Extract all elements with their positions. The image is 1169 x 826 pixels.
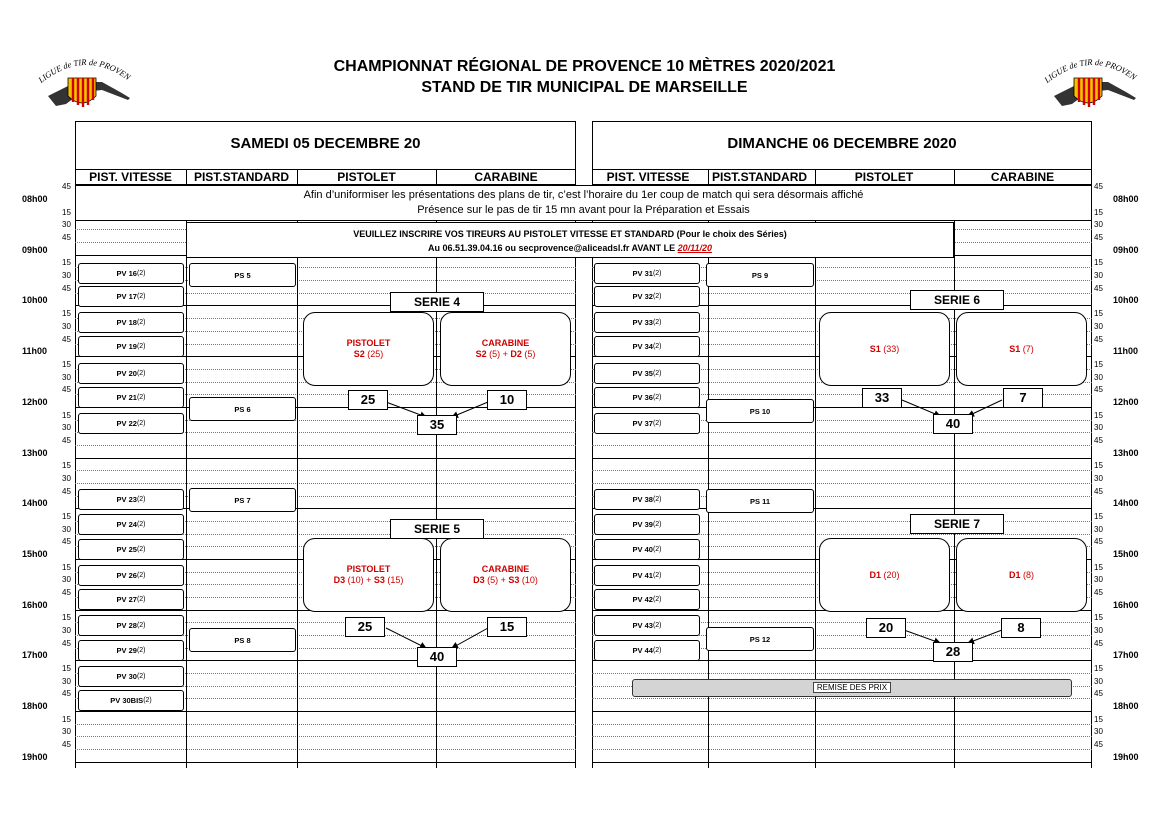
info-notice-line2: Présence sur le pas de tir 15 mn avant pour la Préparation et Essais: [417, 204, 750, 216]
tick-label: 15: [62, 714, 71, 724]
pv-slot-count: (2): [652, 420, 662, 427]
event-s6-pistolet: [819, 312, 950, 386]
tick-label: 45: [62, 689, 71, 699]
arrow: [386, 628, 426, 648]
column-header-pist-standard: PIST.STANDARD: [711, 170, 808, 184]
tick-label: 45: [1094, 588, 1103, 597]
tick-label: 30: [62, 626, 71, 635]
event-s4-pistolet: [303, 312, 434, 386]
tick-label: 30: [62, 372, 71, 382]
ps-slot: PS 11: [706, 489, 814, 513]
column-header-carabine: CARABINE: [474, 170, 538, 184]
event-detail: D3 (10) + S3 (15): [333, 575, 404, 585]
pv-slot-count: (2): [652, 394, 662, 401]
tick-label: 30: [1094, 676, 1103, 686]
count-pistolet: 25: [345, 617, 385, 637]
tick-label: 45: [62, 233, 71, 243]
tick-label: 30: [1094, 271, 1103, 281]
tick-label: 45: [62, 638, 71, 648]
hour-label: 14h00: [1113, 498, 1139, 509]
ps-slot: PS 7: [189, 488, 296, 512]
ps-slot: PS 12: [706, 627, 814, 651]
hour-label: 19h00: [22, 751, 48, 762]
event-s5-carabine: [440, 538, 571, 612]
event-s7-pistolet: [819, 538, 950, 612]
hour-label: 19h00: [1113, 751, 1139, 762]
tick-label: 15: [62, 359, 71, 369]
tick-label: 45: [1094, 740, 1103, 750]
pv-slot-count: (2): [652, 343, 662, 350]
pv-slot-id: PV 42: [632, 595, 653, 604]
event-s5-pistolet: [303, 538, 434, 612]
tick-label: 15: [62, 461, 71, 471]
info-notice-line1: Afin d’uniformiser les présentations des plans de tir, c’est l’horaire du 1er coup de match qui sera désormais affiché: [303, 189, 864, 201]
serie-label: SERIE 4: [390, 292, 484, 312]
ps-slot: PS 10: [706, 399, 814, 423]
hour-label: 13h00: [22, 447, 48, 458]
pv-slot-id: PV 39: [632, 520, 653, 529]
tick-label: 15: [1094, 309, 1103, 319]
pv-slot-count: (2): [652, 596, 662, 603]
tick-label: 45: [62, 182, 71, 191]
pv-slot-id: PV 21: [116, 393, 137, 402]
hour-label: 11h00: [22, 346, 48, 357]
column-header-pistolet: PISTOLET: [854, 170, 914, 184]
serie-label: SERIE 6: [910, 290, 1004, 310]
pv-slot-count: (2): [136, 319, 146, 326]
pv-slot-count: (2): [136, 343, 146, 350]
count-carabine: 15: [487, 617, 527, 637]
pv-slot-id: PV 27: [116, 595, 137, 604]
pv-slot-id: PV 32: [632, 292, 653, 301]
ps-slot: PS 9: [706, 263, 814, 287]
page-title: CHAMPIONNAT RÉGIONAL DE PROVENCE 10 MÈTRES 2020/2021: [333, 58, 836, 75]
serie-label: SERIE 5: [390, 519, 484, 539]
tick-label: 15: [62, 207, 71, 217]
tick-label: 30: [1094, 626, 1103, 635]
pv-slot-id: PV 26: [116, 571, 137, 580]
count-total: 28: [933, 642, 973, 662]
tick-label: 45: [62, 334, 71, 344]
pv-slot-id: PV 35: [632, 369, 653, 378]
tick-label: 15: [1094, 714, 1103, 724]
pv-slot-count: (2): [136, 370, 146, 377]
pv-slot-id: PV 44: [632, 646, 653, 655]
pv-slot-id: PV 20: [116, 369, 137, 378]
hour-label: 08h00: [1113, 194, 1139, 204]
pv-slot-id: PV 38: [632, 495, 653, 504]
registration-notice-line1: VEUILLEZ INSCRIRE VOS TIREURS AU PISTOLET VITESSE ET STANDARD (Pour le choix des Séries): [353, 229, 787, 239]
pv-slot-count: (2): [136, 394, 146, 401]
tick-label: 45: [62, 283, 71, 293]
tick-label: 15: [1094, 613, 1103, 623]
hour-label: 08h00: [22, 194, 48, 204]
tick-label: 15: [1094, 410, 1103, 420]
pv-slot-id: PV 30: [116, 672, 137, 681]
tick-label: 30: [62, 676, 71, 686]
hour-label: 09h00: [22, 244, 48, 255]
count-pistolet: 20: [866, 618, 906, 638]
hour-label: 12h00: [22, 396, 48, 407]
tick-label: 15: [1094, 511, 1103, 521]
count-carabine: 10: [487, 390, 527, 410]
tick-label: 15: [62, 613, 71, 623]
pv-slot-count: (2): [143, 697, 152, 704]
pv-slot-id: PV 25: [116, 545, 137, 554]
tick-label: 45: [62, 385, 71, 395]
count-carabine: 8: [1001, 618, 1041, 638]
pv-slot-count: (2): [136, 596, 146, 603]
sunday-title: DIMANCHE 06 DECEMBRE 2020: [727, 135, 957, 152]
prize-ceremony-bar: [632, 679, 1072, 697]
count-pistolet: 33: [862, 388, 902, 408]
count-pistolet: 25: [348, 390, 388, 410]
pv-slot-id: PV 34: [632, 342, 653, 351]
tick-label: 30: [62, 524, 71, 534]
pv-slot-id: PV 16: [116, 269, 137, 278]
tick-label: 45: [1094, 537, 1103, 547]
tick-label: 30: [62, 423, 71, 433]
registration-contact: Au 06.51.39.04.16 ou secprovence@aliceadsl.fr AVANT LE: [427, 243, 678, 253]
event-detail: D1 (8): [1008, 569, 1034, 580]
arrow: [968, 630, 1002, 643]
tick-label: 15: [62, 664, 71, 673]
tick-label: 15: [62, 258, 71, 268]
tick-label: 45: [62, 588, 71, 597]
pv-slot-count: (2): [136, 270, 146, 277]
pv-slot-count: (2): [136, 546, 146, 553]
tick-label: 30: [62, 271, 71, 281]
tick-label: 30: [1094, 321, 1103, 331]
tick-label: 45: [1094, 689, 1103, 699]
tick-label: 15: [62, 309, 71, 319]
count-total: 40: [417, 647, 457, 667]
column-header-pist-vitesse: PIST. VITESSE: [606, 170, 690, 184]
pv-slot-count: (2): [136, 521, 146, 528]
event-title: CARABINE: [481, 338, 530, 348]
hour-label: 15h00: [1113, 548, 1139, 559]
tick-label: 30: [62, 321, 71, 331]
pv-slot-count: (2): [652, 572, 662, 579]
pv-slot-id: PV 36: [632, 393, 653, 402]
hour-label: 14h00: [22, 498, 48, 509]
count-carabine: 7: [1003, 388, 1043, 408]
column-header-pist-standard: PIST.STANDARD: [193, 170, 290, 184]
pv-slot-count: (2): [652, 270, 662, 277]
event-detail: S2 (5) + D2 (5): [475, 349, 536, 359]
tick-label: 45: [1094, 638, 1103, 648]
registration-deadline: 20/11/20: [677, 243, 713, 253]
tick-label: 15: [1094, 258, 1103, 268]
pv-slot-count: (2): [652, 319, 662, 326]
event-title: PISTOLET: [346, 338, 391, 348]
tick-label: 45: [1094, 233, 1103, 243]
pv-slot-id: PV 30BIS: [110, 696, 144, 705]
saturday-title: SAMEDI 05 DECEMBRE 20: [230, 135, 421, 152]
tick-label: 30: [1094, 423, 1103, 433]
tick-label: 30: [62, 473, 71, 483]
pv-slot-count: (2): [136, 647, 146, 654]
page-subtitle: STAND DE TIR MUNICIPAL DE MARSEILLE: [421, 79, 748, 96]
pv-slot-count: (2): [136, 622, 146, 629]
tick-label: 30: [1094, 473, 1103, 483]
tick-label: 45: [1094, 334, 1103, 344]
column-header-pistolet: PISTOLET: [337, 170, 396, 184]
tick-label: 30: [1094, 727, 1103, 737]
tick-label: 45: [62, 435, 71, 445]
arrow: [452, 628, 488, 648]
svg-text:LIGUE de TIR de PROVENCE: LIGUE de TIR de PROVEN: [1042, 56, 1139, 85]
tick-label: 30: [62, 727, 71, 737]
pv-slot-count: (2): [136, 572, 146, 579]
serie-label: SERIE 7: [910, 514, 1004, 534]
pv-slot-id: PV 43: [632, 621, 653, 630]
pv-slot-id: PV 29: [116, 646, 137, 655]
hour-label: 09h00: [1113, 244, 1139, 255]
pv-slot-id: PV 28: [116, 621, 137, 630]
event-detail: S1 (7): [1009, 343, 1034, 354]
tick-label: 15: [62, 511, 71, 521]
event-title: CARABINE: [481, 564, 530, 574]
pv-slot-count: (2): [136, 496, 146, 503]
hour-label: 17h00: [22, 650, 48, 661]
pv-slot-id: PV 33: [632, 318, 653, 327]
hour-label: 18h00: [22, 701, 48, 711]
pv-slot-count: (2): [136, 420, 146, 427]
tick-label: 45: [1094, 486, 1103, 496]
pv-slot-count: (2): [652, 370, 662, 377]
hour-label: 16h00: [1113, 599, 1139, 610]
tick-label: 30: [1094, 524, 1103, 534]
hour-label: 10h00: [22, 295, 48, 306]
hour-label: 17h00: [1113, 650, 1139, 661]
tick-label: 45: [1094, 435, 1103, 445]
count-total: 40: [933, 414, 973, 434]
hour-label: 10h00: [1113, 295, 1139, 306]
pv-slot-id: PV 19: [116, 342, 137, 351]
hour-label: 18h00: [1113, 701, 1139, 711]
event-detail: S1 (33): [869, 343, 900, 354]
hour-label: 11h00: [1113, 346, 1139, 357]
pv-slot-id: PV 41: [632, 571, 653, 580]
tick-label: 30: [1094, 575, 1103, 585]
pv-slot-id: PV 31: [632, 269, 653, 278]
tick-label: 15: [1094, 461, 1103, 471]
tick-label: 30: [62, 575, 71, 585]
hour-label: 13h00: [1113, 447, 1139, 458]
pv-slot-count: (2): [136, 673, 146, 680]
ps-slot: PS 8: [189, 628, 296, 652]
pv-slot-id: PV 40: [632, 545, 653, 554]
column-header-pist-vitesse: PIST. VITESSE: [89, 170, 172, 184]
count-total: 35: [417, 415, 457, 435]
event-s7-carabine: [956, 538, 1087, 612]
ps-slot: PS 5: [189, 263, 296, 287]
event-detail: S2 (25): [353, 349, 384, 359]
tick-label: 45: [1094, 385, 1103, 395]
event-title: PISTOLET: [346, 564, 391, 574]
tick-label: 45: [1094, 182, 1103, 191]
event-detail: D1 (20): [869, 569, 900, 580]
pv-slot-id: PV 24: [116, 520, 137, 529]
event-s4-carabine: [440, 312, 571, 386]
tick-label: 45: [1094, 283, 1103, 293]
tick-label: 15: [62, 562, 71, 572]
pv-slot-count: (2): [652, 496, 662, 503]
ps-slot: PS 6: [189, 397, 296, 421]
event-s6-carabine: [956, 312, 1087, 386]
svg-text:LIGUE de TIR de PROVENCE: LIGUE de TIR de PROVEN: [36, 56, 133, 85]
hour-label: 15h00: [22, 548, 48, 559]
tick-label: 45: [62, 486, 71, 496]
pv-slot-count: (2): [136, 293, 146, 300]
hour-label: 12h00: [1113, 396, 1139, 407]
pv-slot-id: PV 17: [116, 292, 137, 301]
pv-slot-count: (2): [652, 647, 662, 654]
column-header-carabine: CARABINE: [990, 170, 1055, 184]
hour-label: 16h00: [22, 599, 48, 610]
event-detail: D3 (5) + S3 (10): [473, 575, 538, 585]
pv-slot-count: (2): [652, 622, 662, 629]
tick-label: 30: [1094, 372, 1103, 382]
tick-label: 45: [62, 740, 71, 750]
tick-label: 15: [1094, 207, 1103, 217]
tick-label: 15: [1094, 359, 1103, 369]
pv-slot-count: (2): [652, 546, 662, 553]
pv-slot-id: PV 22: [116, 419, 137, 428]
pv-slot-count: (2): [652, 521, 662, 528]
arrow: [452, 402, 488, 417]
pv-slot-count: (2): [652, 293, 662, 300]
tick-label: 45: [62, 537, 71, 547]
prize-ceremony-label: REMISE DES PRIX: [813, 682, 891, 693]
tick-label: 15: [62, 410, 71, 420]
pv-slot-id: PV 23: [116, 495, 137, 504]
pv-slot-id: PV 37: [632, 419, 653, 428]
tick-label: 30: [62, 220, 71, 230]
tick-label: 15: [1094, 664, 1103, 673]
tick-label: 15: [1094, 562, 1103, 572]
pv-slot-id: PV 18: [116, 318, 137, 327]
arrow: [968, 400, 1002, 416]
tick-label: 30: [1094, 220, 1103, 230]
